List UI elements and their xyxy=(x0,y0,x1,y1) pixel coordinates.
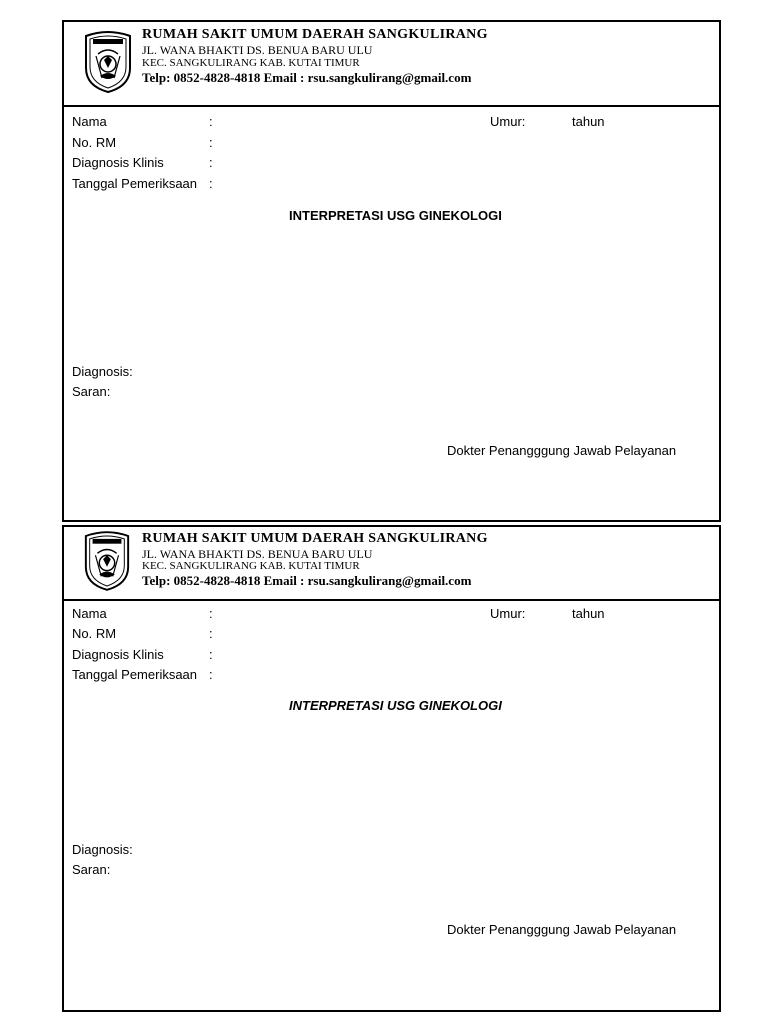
hospital-name: RUMAH SAKIT UMUM DAERAH SANGKULIRANG xyxy=(142,531,488,546)
nama-colon: : xyxy=(209,606,213,621)
form-title: INTERPRETASI USG GINEKOLOGI xyxy=(289,208,502,223)
tanggal-colon: : xyxy=(209,176,213,191)
tahun-label: tahun xyxy=(572,606,605,621)
letterhead xyxy=(64,527,719,601)
umur-label: Umur: xyxy=(490,114,526,129)
usg-form-1 xyxy=(62,20,721,522)
no-rm-label: No. RM xyxy=(72,135,117,150)
saran-label: Saran: xyxy=(72,384,111,399)
regency-emblem-icon xyxy=(82,30,134,94)
nama-colon: : xyxy=(209,114,213,129)
saran-label: Saran: xyxy=(72,862,111,877)
letterhead xyxy=(64,22,719,107)
address-line-1: JL. WANA BHAKTI DS. BENUA BARU ULU xyxy=(142,547,373,561)
address-line-2: KEC. SANGKULIRANG KAB. KUTAI TIMUR xyxy=(142,560,360,572)
tanggal-colon: : xyxy=(209,667,213,682)
nama-label: Nama xyxy=(72,114,107,129)
tanggal-label: Tanggal Pemeriksaan xyxy=(72,176,198,191)
contact-line: Telp: 0852-4828-4818 Email : rsu.sangkulirang@gmail.com xyxy=(142,70,472,85)
no-rm-colon: : xyxy=(209,626,213,641)
umur-label: Umur: xyxy=(490,606,526,621)
no-rm-label: No. RM xyxy=(72,626,117,641)
tanggal-label: Tanggal Pemeriksaan xyxy=(72,667,198,682)
hospital-name: RUMAH SAKIT UMUM DAERAH SANGKULIRANG xyxy=(142,27,488,42)
usg-form-2 xyxy=(62,525,721,1012)
regency-emblem-icon xyxy=(82,530,132,592)
address-line-1: JL. WANA BHAKTI DS. BENUA BARU ULU xyxy=(142,43,373,57)
no-rm-colon: : xyxy=(209,135,213,150)
address-line-2: KEC. SANGKULIRANG KAB. KUTAI TIMUR xyxy=(142,57,360,69)
form-title: INTERPRETASI USG GINEKOLOGI xyxy=(289,698,502,713)
diagnosis-label: Diagnosis: xyxy=(72,842,133,857)
diagnosis-klinis-colon: : xyxy=(209,647,213,662)
diagnosis-klinis-label: Diagnosis Klinis xyxy=(72,647,164,662)
signature-label: Dokter Penangggung Jawab Pelayanan xyxy=(447,443,677,458)
diagnosis-klinis-label: Diagnosis Klinis xyxy=(72,155,164,170)
nama-label: Nama xyxy=(72,606,107,621)
contact-line: Telp: 0852-4828-4818 Email : rsu.sangkulirang@gmail.com xyxy=(142,573,472,588)
tahun-label: tahun xyxy=(572,114,605,129)
diagnosis-klinis-colon: : xyxy=(209,155,213,170)
diagnosis-label: Diagnosis: xyxy=(72,364,133,379)
signature-label: Dokter Penangggung Jawab Pelayanan xyxy=(447,922,677,937)
